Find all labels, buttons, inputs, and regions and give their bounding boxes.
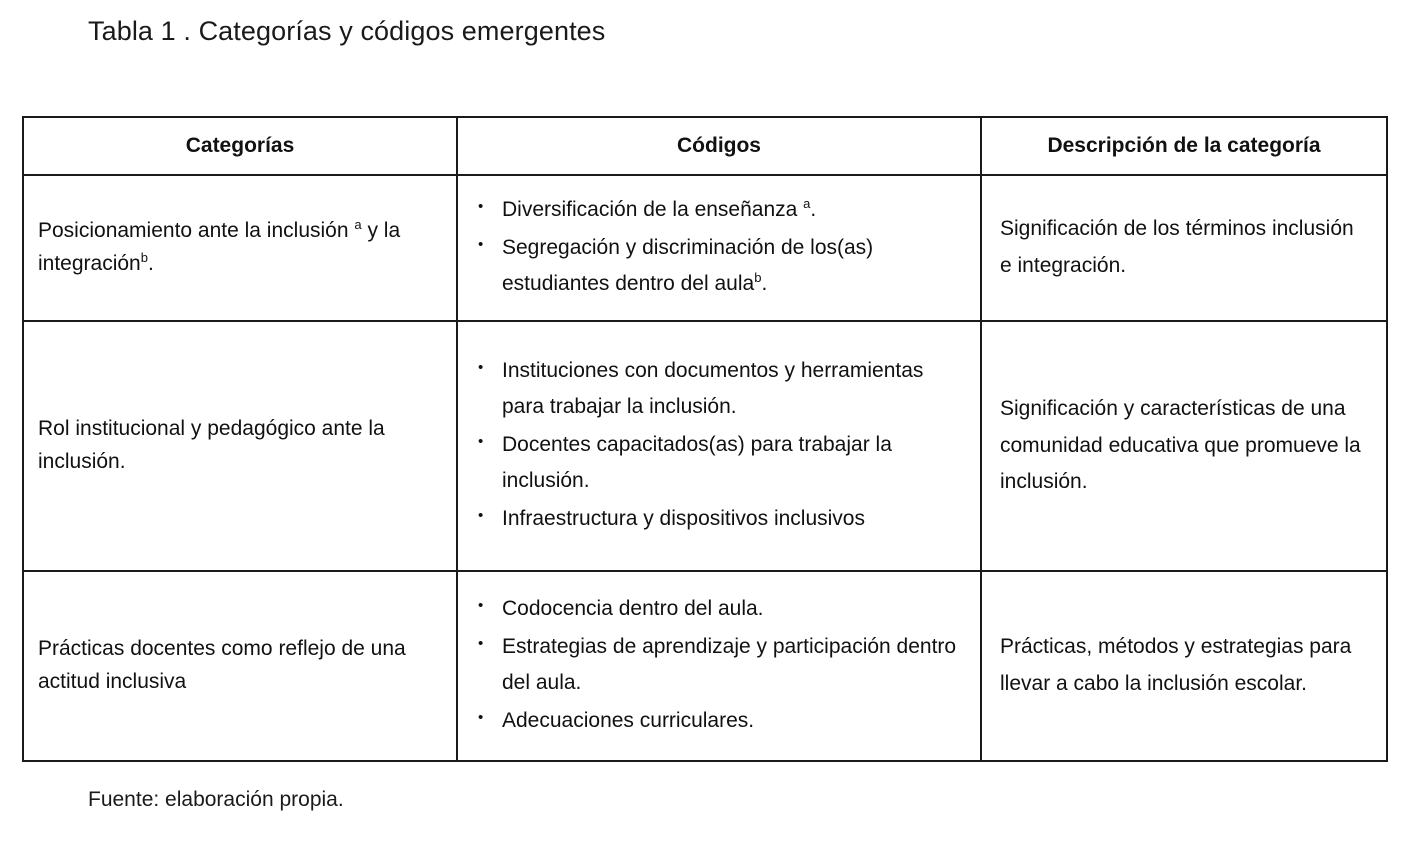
code-tail: . xyxy=(761,272,768,296)
code-text: Diversificación de la enseñanza xyxy=(502,197,804,221)
table-row xyxy=(23,175,1387,321)
cell-codigos xyxy=(457,175,981,321)
code-text: Segregación y discriminación de los(as) estudiantes dentro del aula xyxy=(502,235,874,296)
list-item xyxy=(474,501,964,537)
table-header xyxy=(23,117,1387,175)
categoria-text-part-3: . xyxy=(147,252,154,275)
cell-categoria: Rol institucional y pedagógico ante la inclusión. xyxy=(23,321,457,571)
cell-codigos xyxy=(457,571,981,761)
code-tail: . xyxy=(810,197,817,221)
list-item xyxy=(474,427,964,499)
list-item xyxy=(474,353,964,425)
table-row xyxy=(23,321,1387,571)
code-list xyxy=(474,353,964,538)
footnote-marker-b: b xyxy=(140,250,148,265)
column-header-categorias: Categorías xyxy=(23,117,457,175)
categoria-text-part-1: Posicionamiento ante la inclusión xyxy=(38,219,355,243)
column-header-descripcion: Descripción de la categoría xyxy=(981,117,1387,175)
cell-descripcion: Significación de los términos inclusión e integración. xyxy=(981,175,1387,321)
cell-codigos xyxy=(457,321,981,571)
table-row xyxy=(23,571,1387,761)
code-text: Codocencia dentro del aula. xyxy=(502,596,764,620)
cell-descripcion: Significación y características de una comunidad educativa que promueve la inclusión. xyxy=(981,321,1387,571)
categories-codes-table xyxy=(22,116,1388,762)
list-item xyxy=(474,591,964,627)
cell-descripcion: Prácticas, métodos y estrategias para llevar a cabo la inclusión escolar. xyxy=(981,571,1387,761)
column-header-codigos: Códigos xyxy=(457,117,981,175)
list-item xyxy=(474,192,964,228)
code-text: Docentes capacitados(as) para trabajar la inclusión. xyxy=(502,432,892,493)
table-header-row xyxy=(23,117,1387,175)
code-list xyxy=(474,192,964,302)
cell-categoria xyxy=(23,175,457,321)
footnote-marker-a: a xyxy=(803,195,811,211)
cell-categoria: Prácticas docentes como reflejo de una actitud inclusiva xyxy=(23,571,457,761)
table-caption: Tabla 1 . Categorías y códigos emergentes xyxy=(88,16,606,46)
list-item xyxy=(474,629,964,701)
footnote-marker-a: a xyxy=(354,217,362,233)
code-text: Infraestructura y dispositivos inclusivos xyxy=(502,507,865,531)
code-text: Adecuaciones curriculares. xyxy=(502,709,755,733)
categoria-text-part-2: y la integración xyxy=(38,219,401,275)
code-text: Instituciones con documentos y herramientas para trabajar la inclusión. xyxy=(502,358,924,418)
list-item xyxy=(474,703,964,739)
source-note: Fuente: elaboración propia. xyxy=(88,788,344,811)
code-text: Estrategias de aprendizaje y participación dentro del aula. xyxy=(502,634,957,694)
table-body xyxy=(23,175,1387,761)
list-item xyxy=(474,230,964,302)
code-list xyxy=(474,591,964,739)
footnote-marker-b: b xyxy=(754,270,762,286)
